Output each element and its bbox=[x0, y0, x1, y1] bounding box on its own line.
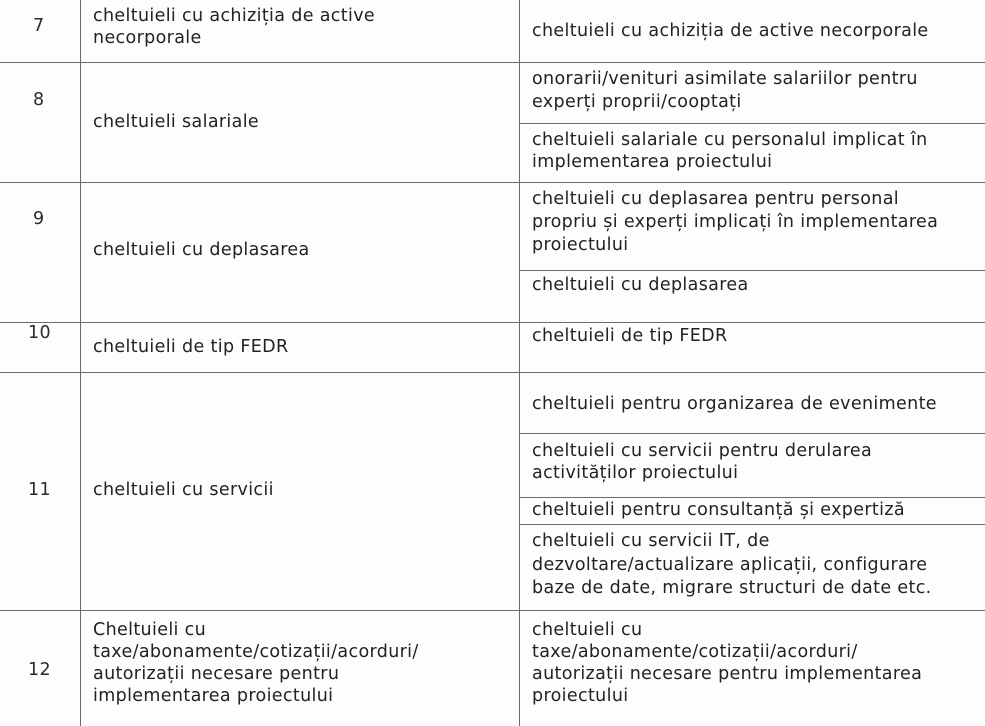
row-divider bbox=[0, 62, 985, 63]
row-divider bbox=[0, 182, 985, 183]
category-cell: taxe/abonamente/cotizații/acorduri/ bbox=[93, 642, 419, 662]
category-cell: cheltuieli cu deplasarea bbox=[93, 240, 310, 260]
subcategory-cell: onorarii/venituri asimilate salariilor pentru bbox=[532, 69, 918, 89]
subcategory-cell: propriu și experți implicați în implementarea bbox=[532, 212, 939, 232]
category-cell: cheltuieli cu servicii bbox=[93, 480, 274, 500]
row-divider bbox=[0, 372, 985, 373]
subcategory-cell: cheltuieli pentru organizarea de evenimente bbox=[532, 394, 937, 414]
column-divider-right bbox=[519, 0, 520, 726]
sub-row-divider bbox=[519, 433, 985, 434]
sub-row-divider bbox=[519, 270, 985, 271]
subcategory-cell: autorizații necesare pentru implementarea bbox=[532, 664, 923, 684]
row-number: 9 bbox=[33, 209, 45, 229]
subcategory-cell: cheltuieli cu servicii pentru derularea bbox=[532, 441, 873, 461]
subcategory-cell: taxe/abonamente/cotizații/acorduri/ bbox=[532, 642, 858, 662]
subcategory-cell: cheltuieli cu achiziția de active necorporale bbox=[532, 21, 929, 41]
category-cell: cheltuieli salariale bbox=[93, 112, 260, 132]
row-number: 12 bbox=[28, 660, 51, 680]
subcategory-cell: cheltuieli cu servicii IT, de bbox=[532, 531, 770, 551]
subcategory-cell: baze de date, migrare structuri de date etc. bbox=[532, 578, 932, 598]
subcategory-cell: proiectului bbox=[532, 686, 629, 706]
subcategory-cell: cheltuieli cu bbox=[532, 620, 643, 640]
column-divider-left bbox=[80, 0, 81, 726]
sub-row-divider bbox=[519, 524, 985, 525]
category-cell: cheltuieli de tip FEDR bbox=[93, 337, 289, 357]
subcategory-cell: experți proprii/cooptați bbox=[532, 92, 742, 112]
subcategory-cell: cheltuieli pentru consultanță și expertiză bbox=[532, 500, 905, 520]
category-cell: necorporale bbox=[93, 28, 202, 48]
category-cell: autorizații necesare pentru bbox=[93, 664, 340, 684]
row-divider bbox=[0, 322, 985, 323]
sub-row-divider bbox=[519, 497, 985, 498]
subcategory-cell: cheltuieli cu deplasarea pentru personal bbox=[532, 189, 900, 209]
category-cell: cheltuieli cu achiziția de active bbox=[93, 6, 376, 26]
subcategory-cell: implementarea proiectului bbox=[532, 152, 773, 172]
subcategory-cell: cheltuieli de tip FEDR bbox=[532, 326, 728, 346]
sub-row-divider bbox=[519, 123, 985, 124]
row-number: 7 bbox=[33, 16, 45, 36]
row-number: 8 bbox=[33, 90, 45, 110]
row-number: 11 bbox=[28, 480, 51, 500]
category-cell: Cheltuieli cu bbox=[93, 620, 207, 640]
subcategory-cell: activităților proiectului bbox=[532, 463, 739, 483]
subcategory-cell: dezvoltare/actualizare aplicații, configurare bbox=[532, 555, 928, 575]
category-cell: implementarea proiectului bbox=[93, 686, 334, 706]
row-divider bbox=[0, 610, 985, 611]
row-number: 10 bbox=[28, 323, 51, 343]
subcategory-cell: cheltuieli cu deplasarea bbox=[532, 275, 749, 295]
subcategory-cell: cheltuieli salariale cu personalul implicat în bbox=[532, 130, 928, 150]
subcategory-cell: proiectului bbox=[532, 235, 629, 255]
